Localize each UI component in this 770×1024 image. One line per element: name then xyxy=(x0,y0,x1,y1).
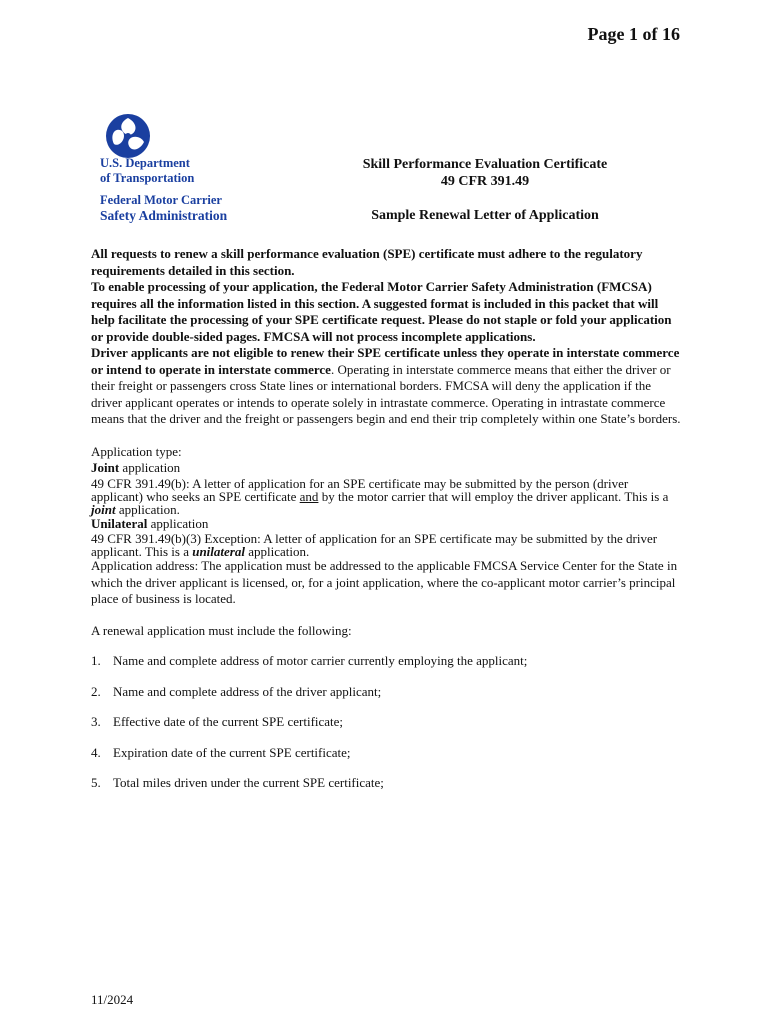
unilateral-heading-bold: Unilateral xyxy=(91,515,148,531)
fmcsa-line1: Federal Motor Carrier xyxy=(100,193,222,207)
unilateral-desc-a: 49 CFR 391.49(b)(3) Exception: A letter of application for an SPE certificate may be submitted by the driver applicant. This is a xyxy=(91,531,658,559)
footer-date: 11/2024 xyxy=(91,992,134,1007)
fmcsa-line2: Safety Administration xyxy=(100,208,228,223)
list-item-number: 3. xyxy=(91,714,101,729)
requirements-list xyxy=(91,653,681,792)
list-item-number: 1. xyxy=(91,653,101,668)
paragraph-3-rest: . Operating in interstate commerce means that either the driver or their freight or passengers cross State lines or international borders. FMCSA will deny the application if the driver applicant operates or intends to operate solely in intrastate commerce. Operating in intrastate commerce means that the driver and the freight or passengers begin and end their trip completely within one State’s borders. xyxy=(91,361,681,426)
joint-heading xyxy=(91,460,681,477)
title-line2: 49 CFR 391.49 xyxy=(440,174,530,189)
joint-desc-b: by the motor carrier that will employ the driver applicant. This is a xyxy=(318,488,669,504)
page-number: Page 1 of 16 xyxy=(587,24,680,44)
list-item xyxy=(91,653,681,670)
list-item xyxy=(91,684,681,701)
body-content xyxy=(91,246,681,792)
dot-logo-icon xyxy=(104,112,152,160)
joint-desc-em: joint xyxy=(91,501,116,517)
list-item-text: Name and complete address of the driver applicant; xyxy=(113,683,382,699)
unilateral-heading xyxy=(91,516,681,533)
list-item-number: 4. xyxy=(91,744,101,760)
list-item xyxy=(91,775,681,792)
list-item-text: Total miles driven under the current SPE certificate; xyxy=(113,775,384,790)
list-item-text: Name and complete address of motor carrier currently employing the applicant; xyxy=(113,653,528,668)
paragraph-3-bold: Driver applicants are not eligible to renew their SPE certificate unless they operate in interstate commerce or intend to operate in interstate commerce xyxy=(91,345,680,377)
joint-heading-bold: Joint xyxy=(91,460,120,475)
joint-heading-rest: application xyxy=(119,460,181,475)
list-item xyxy=(91,714,681,731)
unilateral-description xyxy=(91,532,681,558)
list-item-text: Effective date of the current SPE certificate; xyxy=(113,714,344,729)
list-item-text: Expiration date of the current SPE certificate; xyxy=(113,744,351,760)
list-item-number: 5. xyxy=(91,775,101,790)
document-title xyxy=(330,156,640,224)
list-item-number: 2. xyxy=(91,683,101,699)
joint-desc-c: application. xyxy=(115,501,180,517)
list-item xyxy=(91,745,681,762)
dept-line2: of Transportation xyxy=(100,171,195,185)
paragraph-2: To enable processing of your application, the Federal Motor Carrier Safety Administration (FMCSA) requires all the information listed in this section. A suggested format is included in this packet that will help facilitate the processing of your SPE certificate request. Please do not staple or fold your application or provide double-sided pages. FMCSA will not process incomplete applications. xyxy=(91,279,672,344)
unilateral-desc-b: application. xyxy=(244,544,310,559)
joint-description xyxy=(91,477,681,516)
paragraph-3 xyxy=(91,345,681,428)
document-subtitle: Sample Renewal Letter of Application xyxy=(371,208,599,223)
unilateral-heading-rest: application xyxy=(147,515,209,531)
joint-desc-a: 49 CFR 391.49(b): A letter of application for an SPE certificate may be submitted by the person (driver applicant) who seeks an SPE certificate xyxy=(91,475,629,504)
unilateral-desc-em: unilateral xyxy=(192,544,245,559)
paragraph-1: All requests to renew a skill performance evaluation (SPE) certificate must adhere to the regulatory requirements detailed in this section. xyxy=(91,246,643,278)
joint-desc-and: and xyxy=(299,488,319,504)
title-line1: Skill Performance Evaluation Certificate xyxy=(362,157,608,172)
agency-block xyxy=(100,156,227,224)
dept-line1: U.S. Department xyxy=(100,156,190,170)
application-type-label: Application type: xyxy=(91,443,182,459)
address-paragraph: Application address: The application must be addressed to the applicable FMCSA Service Center for the State in which the driver applicant is licensed, or, for a joint application, where the co-applicant motor carrier’s principal place of business is located. xyxy=(91,558,678,606)
renewal-intro: A renewal application must include the following: xyxy=(91,622,352,638)
